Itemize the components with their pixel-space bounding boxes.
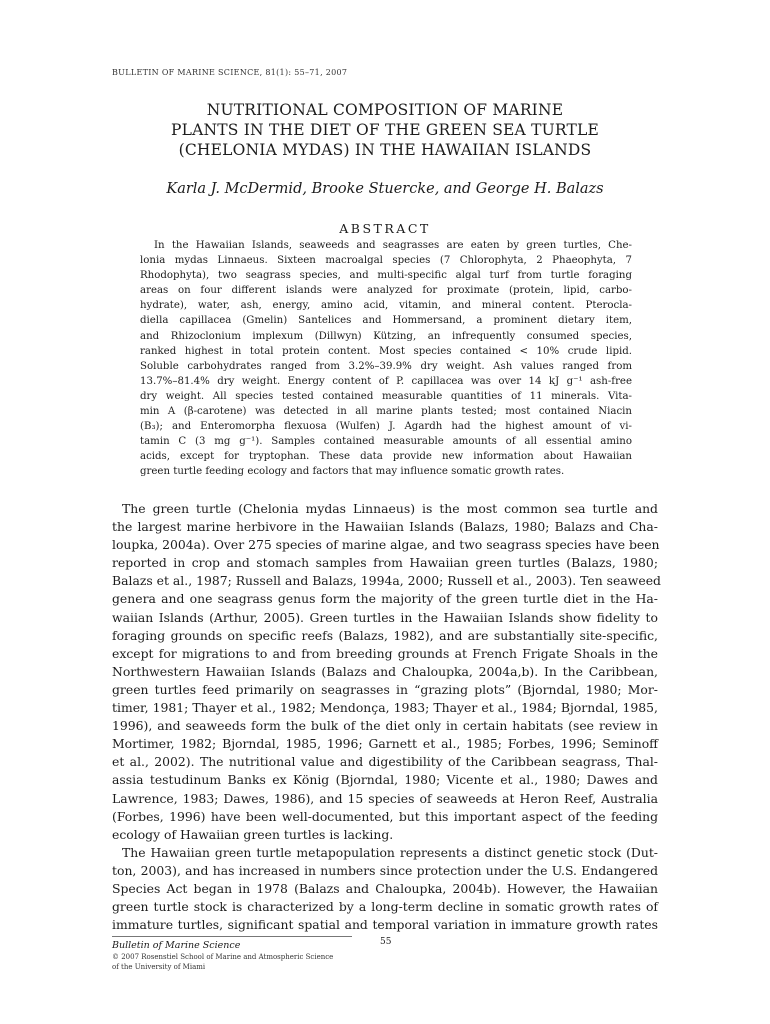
abstract-line: lonia mydas Linnaeus. Sixteen macroalgal species (7 Chlorophyta, 2 Phaeophyta, 7 <box>140 255 632 267</box>
page-number: 55 <box>380 937 392 947</box>
body-line: (Forbes, 1996) have been well-documented, but this important aspect of the feeding <box>112 808 658 824</box>
abstract-line: min A (β-carotene) was detected in all marine plants tested; most contained Niacin <box>140 406 632 418</box>
abstract-line: In the Hawaiian Islands, seaweeds and seagrasses are eaten by green turtles, Che- <box>154 240 632 251</box>
abstract-line: green turtle feeding ecology and factors that may influence somatic growth rates. <box>140 466 565 478</box>
body-line: ecology of Hawaiian green turtles is lacking. <box>112 826 394 842</box>
abstract-line: Rhodophyta), two seagrass species, and multi-specific algal turf from turtle foraging <box>140 270 632 282</box>
body-line: et al., 2002). The nutritional value and digestibility of the Caribbean seagrass, Thal- <box>112 754 658 770</box>
author-list: Karla J. McDermid, Brooke Stuercke, and George H. Balazs <box>166 181 604 197</box>
footer-journal: Bulletin of Marine Science <box>112 940 241 951</box>
body-line: Mortimer, 1982; Bjorndal, 1985, 1996; Garnett et al., 1985; Forbes, 1996; Seminoff <box>112 736 658 752</box>
body-line: Balazs et al., 1987; Russell and Balazs, 1994a, 2000; Russell et al., 2003). Ten seaweed <box>112 573 661 589</box>
abstract-line: Soluble carbohydrates ranged from 3.2%–39.9% dry weight. Ash values ranged from <box>140 360 632 372</box>
body-line: Lawrence, 1983; Dawes, 1986), and 15 species of seaweeds at Heron Reef, Australia <box>112 790 658 806</box>
copyright-line: of the University of Miami <box>112 962 206 971</box>
title-line: (CHELONIA MYDAS) IN THE HAWAIIAN ISLANDS <box>178 141 592 159</box>
abstract-line: acids, except for tryptophan. These data provide new information about Hawaiian <box>140 451 632 463</box>
footnote-divider <box>112 936 352 937</box>
abstract-line: tamin C (3 mg g⁻¹). Samples contained measurable amounts of all essential amino <box>140 436 632 448</box>
body-line: green turtle stock is characterized by a long-term decline in somatic growth rates of <box>112 899 658 915</box>
body-line: ton, 2003), and has increased in numbers since protection under the U.S. Endangered <box>112 862 658 878</box>
body-line: except for migrations to and from breeding grounds at French Frigate Shoals in the <box>112 645 658 661</box>
running-header: BULLETIN OF MARINE SCIENCE, 81(1): 55–71, 2007 <box>112 68 348 77</box>
body-line: foraging grounds on specific reefs (Balazs, 1982), and are substantially site-specific, <box>112 627 658 643</box>
abstract-line: ranked highest in total protein content. Most species contained < 10% crude lipid. <box>140 345 632 357</box>
body-line: immature turtles, significant spatial and temporal variation in immature growth rates <box>112 917 658 933</box>
body-line: reported in crop and stomach samples from Hawaiian green turtles (Balazs, 1980; <box>112 555 658 571</box>
body-line: genera and one seagrass genus form the majority of the green turtle diet in the Ha- <box>112 591 658 607</box>
paper-title <box>110 100 660 160</box>
body-line: green turtles feed primarily on seagrasses in “grazing plots” (Bjorndal, 1980; Mor- <box>112 681 658 697</box>
footer-copyright <box>112 953 362 972</box>
abstract-text <box>140 238 632 480</box>
body-line: Species Act began in 1978 (Balazs and Chaloupka, 2004b). However, the Hawaiian <box>112 880 658 896</box>
body-line: assia testudinum Banks ex König (Bjorndal, 1980; Vicente et al., 1980; Dawes and <box>112 772 658 788</box>
abstract-line: hydrate), water, ash, energy, amino acid, vitamin, and mineral content. Pterocla- <box>140 300 632 312</box>
body-line: loupka, 2004a). Over 275 species of marine algae, and two seagrass species have been <box>112 537 660 553</box>
body-line: timer, 1981; Thayer et al., 1982; Mendonça, 1983; Thayer et al., 1984; Bjorndal, 1985, <box>112 700 658 716</box>
body-text <box>112 500 661 934</box>
abstract-heading: ABSTRACT <box>339 221 431 236</box>
body-line: waiian Islands (Arthur, 2005). Green turtles in the Hawaiian Islands show fidelity to <box>112 609 658 625</box>
abstract-line: and Rhizoclonium implexum (Dillwyn) Kützing, an infrequently consumed species, <box>140 330 632 342</box>
body-line: 1996), and seaweeds form the bulk of the diet only in certain habitats (see review in <box>112 718 658 734</box>
body-line: the largest marine herbivore in the Hawaiian Islands (Balazs, 1980; Balazs and Cha- <box>112 519 658 535</box>
title-line: PLANTS IN THE DIET OF THE GREEN SEA TURTLE <box>170 121 600 139</box>
title-line: NUTRITIONAL COMPOSITION OF MARINE <box>206 101 564 119</box>
abstract-line: (B₃); and Enteromorpha flexuosa (Wulfen) J. Agardh had the highest amount of vi- <box>140 421 632 433</box>
body-line: Northwestern Hawaiian Islands (Balazs and Chaloupka, 2004a,b). In the Caribbean, <box>112 663 658 679</box>
body-line: The green turtle (Chelonia mydas Linnaeus) is the most common sea turtle and <box>122 501 658 516</box>
abstract-line: dry weight. All species tested contained measurable quantities of 11 minerals. Vita- <box>140 390 632 402</box>
abstract-line: areas on four different islands were analyzed for proximate (protein, lipid, carbo- <box>140 285 632 297</box>
abstract-line: 13.7%–81.4% dry weight. Energy content of P. capillacea was over 14 kJ g⁻¹ ash-free <box>140 375 632 387</box>
abstract-line: diella capillacea (Gmelin) Santelices and Hommersand, a prominent dietary item, <box>140 315 632 327</box>
body-line: The Hawaiian green turtle metapopulation represents a distinct genetic stock (Dut- <box>122 844 658 860</box>
copyright-line: © 2007 Rosenstiel School of Marine and Atmospheric Science <box>112 953 334 961</box>
